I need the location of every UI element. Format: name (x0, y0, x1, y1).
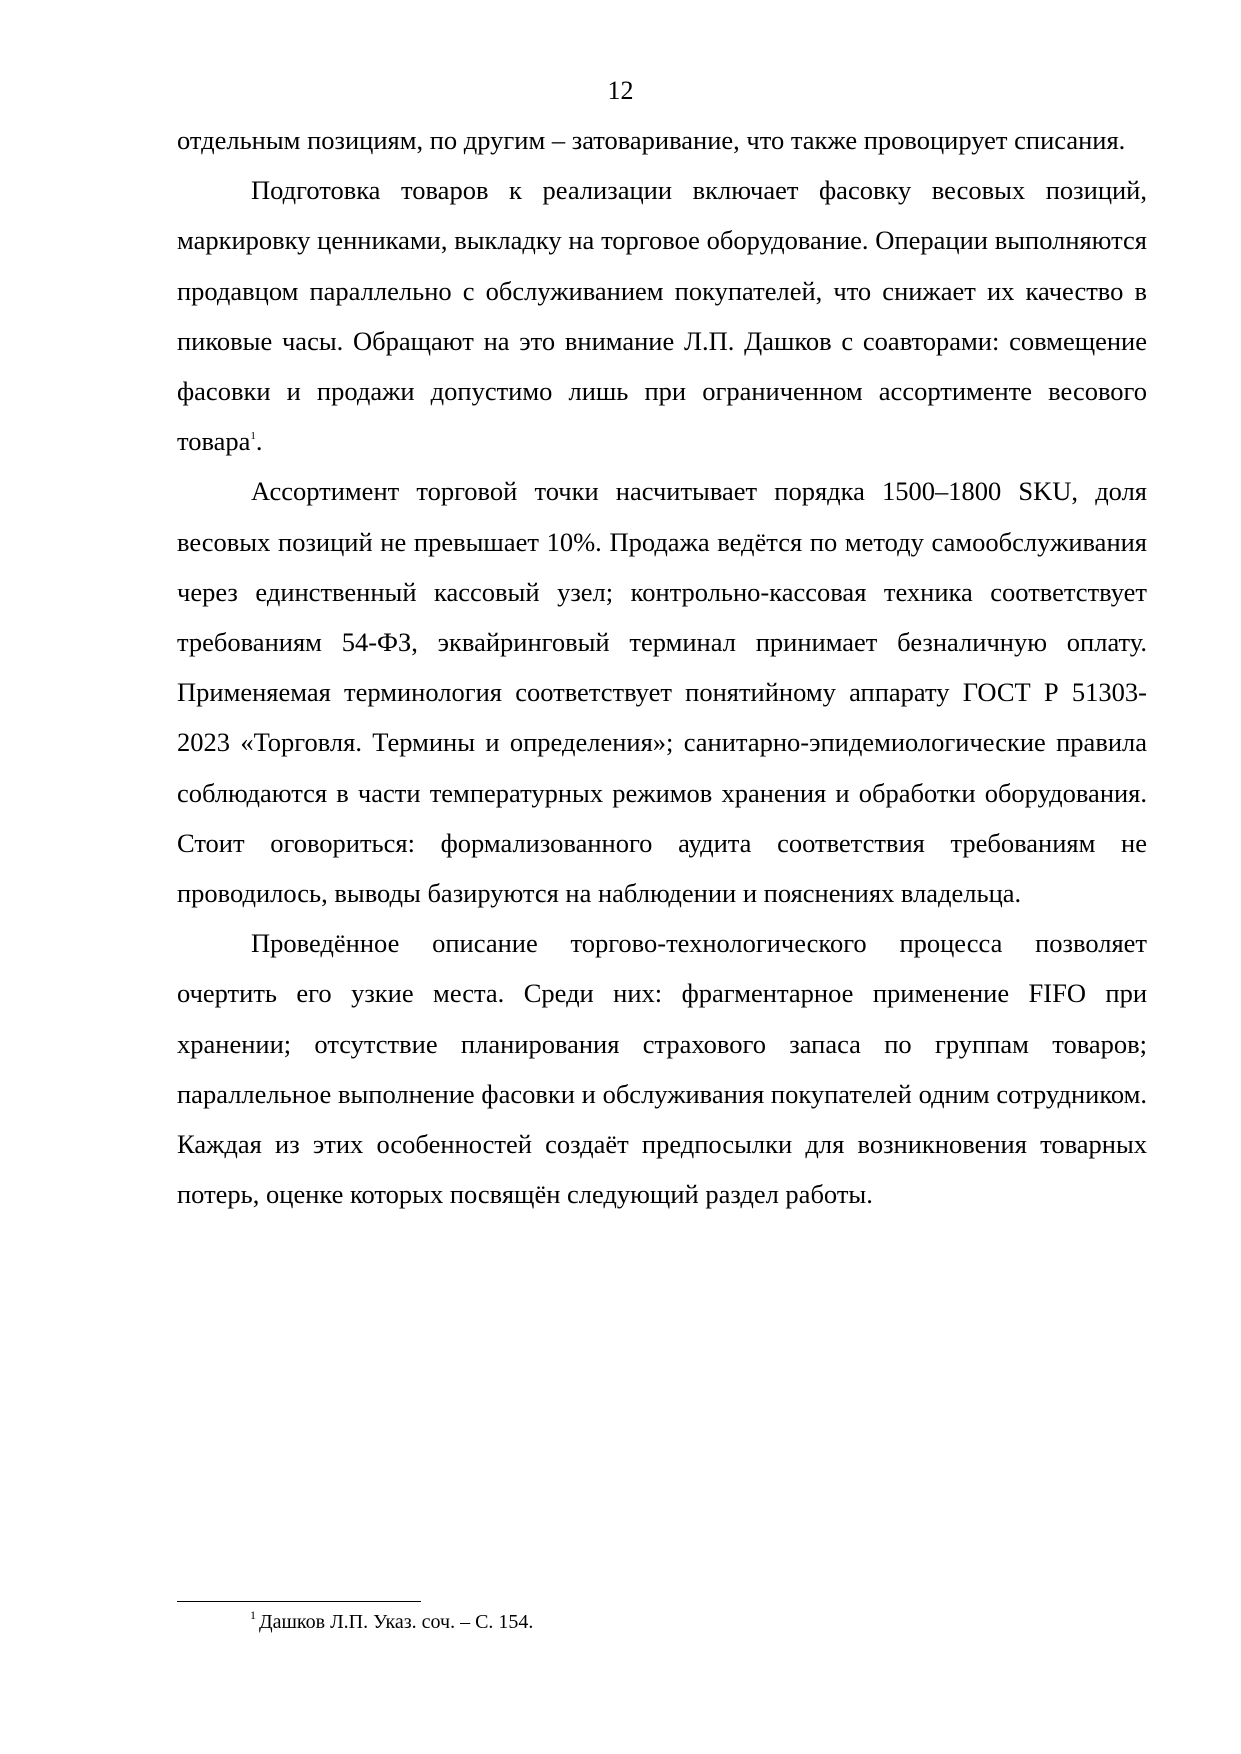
footnote-reference[interactable]: 1 (250, 430, 256, 443)
paragraph-assortment: Ассортимент торговой точки насчитывает порядка 1500–1800 SKU, доля весовых позиций не превышает 10%. Продажа ведётся по методу самообслуживания через единственный кассовый узел; контрольно-кассовая техника соответствует требованиям 54-ФЗ, эквайринговый терминал принимает безналичную оплату. Применяемая терминология соответствует понятийному аппарату ГОСТ Р 51303-2023 «Торговля. Термины и определения»; санитарно-эпидемиологические правила соблюдаются в части температурных режимов хранения и обработки оборудования. Стоит оговориться: формализованного аудита соответствия требованиям не проводилось, выводы базируются на наблюдении и пояснениях владельца. (177, 476, 1147, 909)
footnote (250, 1610, 533, 1634)
paragraph-continuation: отдельным позициям, по другим – затоваривание, что также провоцирует списания. (177, 125, 1126, 155)
paragraph-preparation (177, 165, 1147, 466)
paragraph-preparation-tail: . (255, 426, 263, 457)
paragraph-conclusion: Проведённое описание торгово-технологического процесса позволяет очертить его узкие места. Среди них: фрагментарное применение FIFO при хранении; отсутствие планирования страхового запаса по группам товаров; параллельное выполнение фасовки и обслуживания покупателей одним сотрудником. Каждая из этих особенностей создаёт предпосылки для возникновения товарных потерь, оценке которых посвящён следующий раздел работы. (177, 928, 1147, 1210)
footnote-text: Дашков Л.П. Указ. соч. – С. 154. (259, 1611, 534, 1633)
page-number: 12 (607, 76, 634, 105)
footnote-mark: 1 (250, 1608, 256, 1622)
body-text (177, 115, 1147, 1219)
footnote-separator (177, 1601, 421, 1602)
paragraph-preparation-text: Подготовка товаров к реализации включает фасовку весовых позиций, маркировку ценниками, выкладку на торговое оборудование. Операции выполняются продавцом параллельно с обслуживанием покупателей, что снижает их качество в пиковые часы. Обращают на это внимание Л.П. Дашков с соавторами: совмещение фасовки и продажи допустимо лишь при ограниченном ассортименте весового товара (177, 175, 1147, 457)
